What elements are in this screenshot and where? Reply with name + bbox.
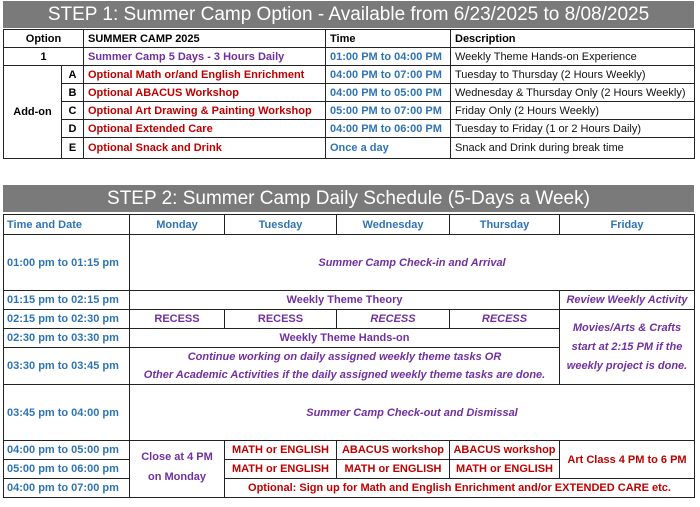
addon-name: Optional Extended Care bbox=[84, 120, 326, 138]
review-cell: Review Weekly Activity bbox=[560, 291, 695, 310]
time-date-header: Time and Date bbox=[4, 215, 130, 235]
addon-letter: C bbox=[62, 102, 84, 120]
addon-row bbox=[4, 120, 695, 138]
time-header: Time bbox=[326, 30, 451, 48]
schedule-row bbox=[4, 310, 695, 329]
option-name: Summer Camp 5 Days - 3 Hours Daily bbox=[84, 48, 326, 66]
time-slot: 01:00 pm to 01:15 pm bbox=[4, 235, 130, 291]
schedule-row bbox=[4, 479, 695, 498]
option-description: Weekly Theme Hands-on Experience bbox=[451, 48, 695, 66]
option-time: 01:00 PM to 04:00 PM bbox=[326, 48, 451, 66]
addon-time: 04:00 PM to 07:00 PM bbox=[326, 66, 451, 84]
daily-schedule-table bbox=[3, 214, 695, 498]
time-slot: 04:00 pm to 07:00 pm bbox=[4, 479, 130, 498]
addon-label: Add-on bbox=[4, 66, 62, 159]
addon-time: 04:00 PM to 06:00 PM bbox=[326, 120, 451, 138]
optional-signup-cell: Optional: Sign up for Math and English Enrichment and/or EXTENDED CARE etc. bbox=[225, 479, 695, 498]
addon-description: Tuesday to Friday (1 or 2 Hours Daily) bbox=[451, 120, 695, 138]
checkout-cell: Summer Camp Check-out and Dismissal bbox=[130, 385, 695, 441]
time-slot: 03:45 pm to 04:00 pm bbox=[4, 385, 130, 441]
addon-time: 04:00 PM to 05:00 PM bbox=[326, 84, 451, 102]
time-slot: 02:15 pm to 02:30 pm bbox=[4, 310, 130, 329]
addon-letter: A bbox=[62, 66, 84, 84]
addon-row bbox=[4, 66, 695, 84]
continue-line: Other Academic Activities if the daily assigned weekly theme tasks are done. bbox=[143, 369, 546, 381]
options-header-row bbox=[4, 30, 695, 48]
activity-cell: MATH or ENGLISH bbox=[337, 460, 450, 479]
checkin-cell: Summer Camp Check-in and Arrival bbox=[130, 235, 695, 291]
time-slot: 05:00 pm to 06:00 pm bbox=[4, 460, 130, 479]
addon-description: Wednesday & Thursday Only (2 Hours Weekly) bbox=[451, 84, 695, 102]
activity-cell: MATH or ENGLISH bbox=[225, 460, 337, 479]
time-slot: 04:00 pm to 05:00 pm bbox=[4, 441, 130, 460]
handson-cell: Weekly Theme Hands-on bbox=[130, 329, 560, 348]
activity-cell: ABACUS workshop bbox=[450, 441, 560, 460]
addon-row bbox=[4, 102, 695, 120]
activity-cell: MATH or ENGLISH bbox=[450, 460, 560, 479]
time-slot: 03:30 pm to 03:45 pm bbox=[4, 348, 130, 385]
thursday-header: Thursday bbox=[450, 215, 560, 235]
addon-row bbox=[4, 84, 695, 102]
activity-cell: MATH or ENGLISH bbox=[225, 441, 337, 460]
theory-cell: Weekly Theme Theory bbox=[130, 291, 560, 310]
friday-header: Friday bbox=[560, 215, 695, 235]
schedule-row bbox=[4, 385, 695, 441]
schedule-header-row bbox=[4, 215, 695, 235]
monday-header: Monday bbox=[130, 215, 225, 235]
addon-description: Friday Only (2 Hours Weekly) bbox=[451, 102, 695, 120]
camp-header: SUMMER CAMP 2025 bbox=[84, 30, 326, 48]
wednesday-header: Wednesday bbox=[337, 215, 450, 235]
description-header: Description bbox=[451, 30, 695, 48]
addon-letter: E bbox=[62, 138, 84, 159]
addon-row bbox=[4, 138, 695, 159]
addon-time: 05:00 PM to 07:00 PM bbox=[326, 102, 451, 120]
step1-banner: STEP 1: Summer Camp Option - Available from 6/23/2025 to 8/08/2025 bbox=[3, 1, 694, 28]
option-number: 1 bbox=[4, 48, 84, 66]
addon-name: Optional Snack and Drink bbox=[84, 138, 326, 159]
addon-time: Once a day bbox=[326, 138, 451, 159]
step2-banner: STEP 2: Summer Camp Daily Schedule (5-Days a Week) bbox=[3, 185, 694, 212]
addon-letter: D bbox=[62, 120, 84, 138]
addon-name: Optional Art Drawing & Painting Workshop bbox=[84, 102, 326, 120]
addon-name: Optional ABACUS Workshop bbox=[84, 84, 326, 102]
continue-line: Continue working on daily assigned weekly theme tasks OR bbox=[187, 351, 502, 363]
recess-cell: RECESS bbox=[130, 310, 225, 329]
schedule-row bbox=[4, 441, 695, 460]
art-class-cell: Art Class 4 PM to 6 PM bbox=[560, 441, 695, 479]
addon-letter: B bbox=[62, 84, 84, 102]
addon-description: Snack and Drink during break time bbox=[451, 138, 695, 159]
movies-cell: Movies/Arts & Crafts start at 2:15 PM if the weekly project is done. bbox=[560, 310, 695, 385]
close-monday-cell: Close at 4 PM on Monday bbox=[130, 441, 225, 498]
main-option-row bbox=[4, 48, 695, 66]
time-slot: 02:30 pm to 03:30 pm bbox=[4, 329, 130, 348]
recess-cell: RECESS bbox=[450, 310, 560, 329]
schedule-row bbox=[4, 291, 695, 310]
schedule-row bbox=[4, 235, 695, 291]
recess-cell: RECESS bbox=[225, 310, 337, 329]
recess-cell: RECESS bbox=[337, 310, 450, 329]
tuesday-header: Tuesday bbox=[225, 215, 337, 235]
addon-name: Optional Math or/and English Enrichment bbox=[84, 66, 326, 84]
addon-description: Tuesday to Thursday (2 Hours Weekly) bbox=[451, 66, 695, 84]
camp-options-table bbox=[3, 29, 695, 159]
activity-cell: ABACUS workshop bbox=[337, 441, 450, 460]
time-slot: 01:15 pm to 02:15 pm bbox=[4, 291, 130, 310]
option-header: Option bbox=[4, 30, 84, 48]
continue-cell bbox=[130, 348, 560, 385]
